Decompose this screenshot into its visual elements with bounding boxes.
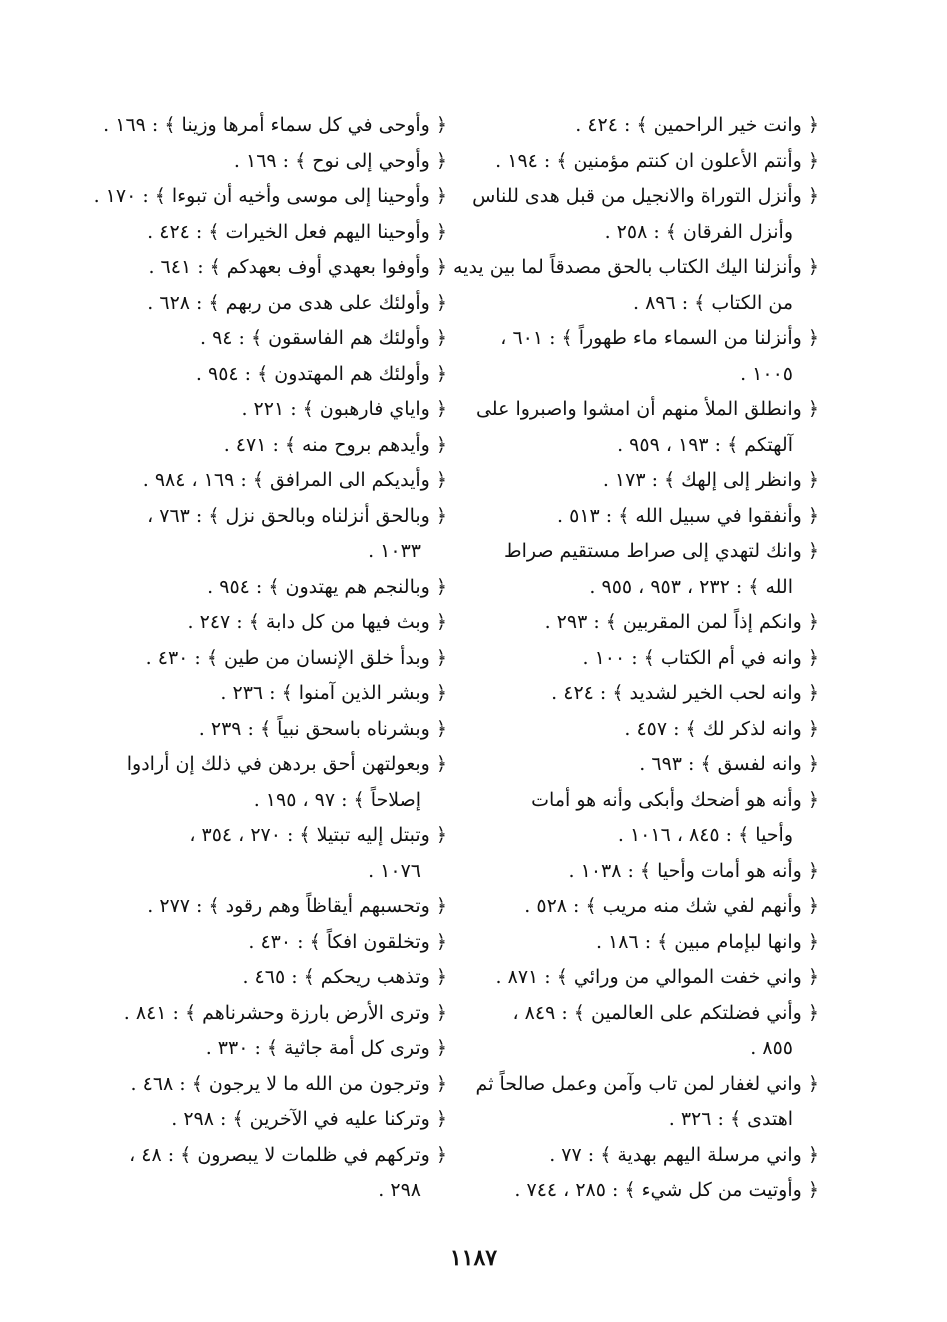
index-entry <box>449 144 819 180</box>
entry-text: ﴿ وأوحينا اليهم فعل الخيرات ﴾ : ٤٢٤ . <box>147 220 447 243</box>
entry-text: ﴿ وأنزلنا من السماء ماء طهوراً ﴾ : ٦٠١ ، <box>500 327 819 349</box>
entry-text: ﴿ وأوحينا إلى موسى وأخيه أن تبوءا ﴾ : ١٧٠ . <box>93 185 447 207</box>
entry-text: ﴿ وتركنا عليه في الآخرين ﴾ : ٢٩٨ . <box>171 1108 447 1130</box>
entry-text: ﴿ وترى الأرض بارزة وحشرناهم ﴾ : ٨٤١ . <box>123 1001 447 1024</box>
index-entry <box>77 499 447 570</box>
entry-text: ﴿ واياي فارهبون ﴾ : ٢٢١ . <box>241 398 447 420</box>
entry-text: ﴿ واني لغفار لمن تاب وآمن وعمل صالحاً ثم <box>475 1072 819 1095</box>
entry-text: ﴿ وأوحى في كل سماء أمرها وزينا ﴾ : ١٦٩ . <box>103 114 447 136</box>
index-entry <box>449 854 819 890</box>
index-entry <box>77 676 447 712</box>
index-entry <box>77 818 447 889</box>
index-column-right <box>449 108 819 1209</box>
entry-text: ﴿ وأني فضلتكم على العالمين ﴾ : ٨٤٩ ، <box>512 1001 819 1024</box>
entry-continuation: من الكتاب ﴾ : ٨٩٦ . <box>632 291 793 314</box>
entry-text: ﴿ وأولئك على هدى من ربهم ﴾ : ٦٢٨ . <box>147 291 447 314</box>
index-entry <box>77 605 447 641</box>
entry-continuation: ٨٥٥ . <box>750 1037 793 1059</box>
entry-text: ﴿ وأيديكم الى المرافق ﴾ : ١٦٩ ، ٩٨٤ . <box>142 469 447 491</box>
entry-continuation: ٢٩٨ . <box>378 1179 421 1201</box>
entry-continuation: ١٠٠٥ . <box>740 362 793 385</box>
entry-text: ﴿ وأنهم لفي شك منه مريب ﴾ : ٥٢٨ . <box>524 895 819 917</box>
index-entry <box>449 392 819 463</box>
entry-text: ﴿ وبعولتهن أحق بردهن في ذلك إن أرادوا <box>126 753 447 775</box>
index-entry <box>77 747 447 818</box>
entry-text: ﴿ وبشر الذين آمنوا ﴾ : ٢٣٦ . <box>220 682 447 704</box>
entry-text: ﴿ وبشرناه باسحق نبياً ﴾ : ٢٣٩ . <box>198 717 447 740</box>
index-entry <box>77 641 447 677</box>
index-entry <box>449 499 819 535</box>
index-entry <box>449 925 819 961</box>
index-entry <box>77 960 447 996</box>
entry-text: ﴿ وانك لتهدي إلى صراط مستقيم صراط <box>504 540 819 562</box>
page-number: ١١٨٧ <box>449 1245 498 1271</box>
index-entry <box>449 960 819 996</box>
entry-text: ﴿ وأنزل التوراة والانجيل من قبل هدى للناس <box>472 185 819 207</box>
index-entry <box>449 641 819 677</box>
index-entry <box>449 747 819 783</box>
entry-text: ﴿ وبدأ خلق الإنسان من طين ﴾ : ٤٣٠ . <box>145 646 447 669</box>
index-entry <box>449 712 819 748</box>
index-entry <box>77 463 447 499</box>
index-entry <box>77 712 447 748</box>
index-entry <box>77 996 447 1032</box>
entry-text: ﴿ وانظر إلى إلهك ﴾ : ١٧٣ . <box>602 469 819 491</box>
entry-text: ﴿ واني خفت الموالي من ورائي ﴾ : ٨٧١ . <box>495 966 819 988</box>
index-entry <box>449 1173 819 1209</box>
index-entry <box>449 463 819 499</box>
index-entry <box>77 1102 447 1138</box>
index-entry <box>449 996 819 1067</box>
entry-text: ﴿ وأولئك هم الفاسقون ﴾ : ٩٤ . <box>199 327 447 349</box>
entry-text: ﴿ وأيدهم بروح منه ﴾ : ٤٧١ . <box>223 433 447 456</box>
entry-continuation: الله ﴾ : ٢٣٢ ، ٩٥٣ ، ٩٥٥ . <box>589 575 793 598</box>
entry-text: ﴿ وأوحي إلى نوح ﴾ : ١٦٩ . <box>233 149 447 172</box>
entry-text: ﴿ وانه في أم الكتاب ﴾ : ١٠٠ . <box>582 646 819 669</box>
index-column-left <box>77 108 447 1209</box>
index-entry <box>449 321 819 392</box>
entry-text: ﴿ وأولئك هم المهتدون ﴾ : ٩٥٤ . <box>195 362 447 385</box>
index-entry <box>77 570 447 606</box>
index-entry <box>449 179 819 250</box>
index-entry <box>77 144 447 180</box>
index-entry <box>449 1138 819 1174</box>
entry-text: ﴿ وتحسبهم أيقاظاً وهم رقود ﴾ : ٢٧٧ . <box>147 895 447 917</box>
index-entry <box>77 250 447 286</box>
entry-continuation: ١٠٣٣ . <box>368 540 421 562</box>
entry-text: ﴿ وأوفوا بعهدي أوف بعهدكم ﴾ : ٦٤١ . <box>148 256 447 278</box>
index-entry <box>77 1138 447 1209</box>
index-entry <box>449 1067 819 1138</box>
index-entry <box>77 428 447 464</box>
entry-continuation: اهتدى ﴾ : ٣٢٦ . <box>668 1108 793 1130</box>
entry-text: ﴿ وانه لذكر لك ﴾ : ٤٥٧ . <box>624 717 819 740</box>
entry-text: ﴿ وانت خير الراحمين ﴾ : ٤٢٤ . <box>575 114 819 136</box>
entry-text: ﴿ وتذهب ريحكم ﴾ : ٤٦٥ . <box>242 966 447 988</box>
index-entry <box>77 1067 447 1103</box>
entry-text: ﴿ وأنه هو أمات وأحيا ﴾ : ١٠٣٨ . <box>568 859 819 882</box>
entry-text: ﴿ واني مرسلة اليهم بهدية ﴾ : ٧٧ . <box>549 1143 819 1166</box>
entry-text: ﴿ وانها لبإمام مبين ﴾ : ١٨٦ . <box>595 930 819 953</box>
entry-text: ﴿ وتبتل إليه تبتيلا ﴾ : ٢٧٠ ، ٣٥٤ ، <box>189 824 447 846</box>
index-entry <box>77 286 447 322</box>
index-entry <box>77 889 447 925</box>
entry-continuation: ١٠٧٦ . <box>368 859 421 882</box>
index-entry <box>449 534 819 605</box>
index-entry <box>449 783 819 854</box>
entry-text: ﴿ وترجون من الله ما لا يرجون ﴾ : ٤٦٨ . <box>130 1072 447 1095</box>
index-entry <box>77 108 447 144</box>
index-entry <box>77 321 447 357</box>
entry-text: ﴿ وانكم إذاً لمن المقربين ﴾ : ٢٩٣ . <box>544 611 819 633</box>
index-entry <box>449 250 819 321</box>
entry-text: ﴿ وترى كل أمة جاثية ﴾ : ٣٣٠ . <box>205 1037 447 1059</box>
index-entry <box>449 108 819 144</box>
entry-text: ﴿ وأنه هو أضحك وأبكى وأنه هو أمات <box>531 788 819 811</box>
entry-text: ﴿ وأنفقوا في سبيل الله ﴾ : ٥١٣ . <box>557 504 819 527</box>
entry-continuation: آلهتكم ﴾ : ١٩٣ ، ٩٥٩ . <box>617 433 793 456</box>
entry-text: ﴿ وأنتم الأعلون ان كنتم مؤمنين ﴾ : ١٩٤ . <box>495 149 819 172</box>
entry-continuation: وأحيا ﴾ : ٨٤٥ ، ١٠١٦ . <box>617 824 793 846</box>
entry-text: ﴿ وأنزلنا اليك الكتاب بالحق مصدقاً لما بين يديه <box>452 256 819 278</box>
entry-text: ﴿ وأوتيت من كل شيء ﴾ : ٢٨٥ ، ٧٤٤ . <box>514 1179 819 1201</box>
entry-continuation: إصلاحاً ﴾ : ٩٧ ، ١٩٥ . <box>253 788 421 811</box>
index-entry <box>77 1031 447 1067</box>
entry-text: ﴿ وانه لحب الخير لشديد ﴾ : ٤٢٤ . <box>551 682 819 704</box>
entry-continuation: وأنزل الفرقان ﴾ : ٢٥٨ . <box>604 220 793 243</box>
index-entry <box>449 605 819 641</box>
entry-text: ﴿ وبث فيها من كل دابة ﴾ : ٢٤٧ . <box>187 611 447 633</box>
index-entry <box>449 889 819 925</box>
entry-text: ﴿ وبالنجم هم يهتدون ﴾ : ٩٥٤ . <box>207 575 447 598</box>
entry-text: ﴿ وانه لفسق ﴾ : ٦٩٣ . <box>639 753 819 775</box>
entry-text: ﴿ وانطلق الملأ منهم أن امشوا واصبروا على <box>475 398 819 420</box>
entry-text: ﴿ وبالحق أنزلناه وبالحق نزل ﴾ : ٧٦٣ ، <box>147 504 447 527</box>
entry-text: ﴿ وتركهم في ظلمات لا يبصرون ﴾ : ٤٨ ، <box>129 1143 447 1166</box>
index-entry <box>77 392 447 428</box>
entry-text: ﴿ وتخلقون افكاً ﴾ : ٤٣٠ . <box>248 930 447 953</box>
index-entry <box>449 676 819 712</box>
index-entry <box>77 925 447 961</box>
index-entry <box>77 215 447 251</box>
index-entry <box>77 357 447 393</box>
index-entry <box>77 179 447 215</box>
